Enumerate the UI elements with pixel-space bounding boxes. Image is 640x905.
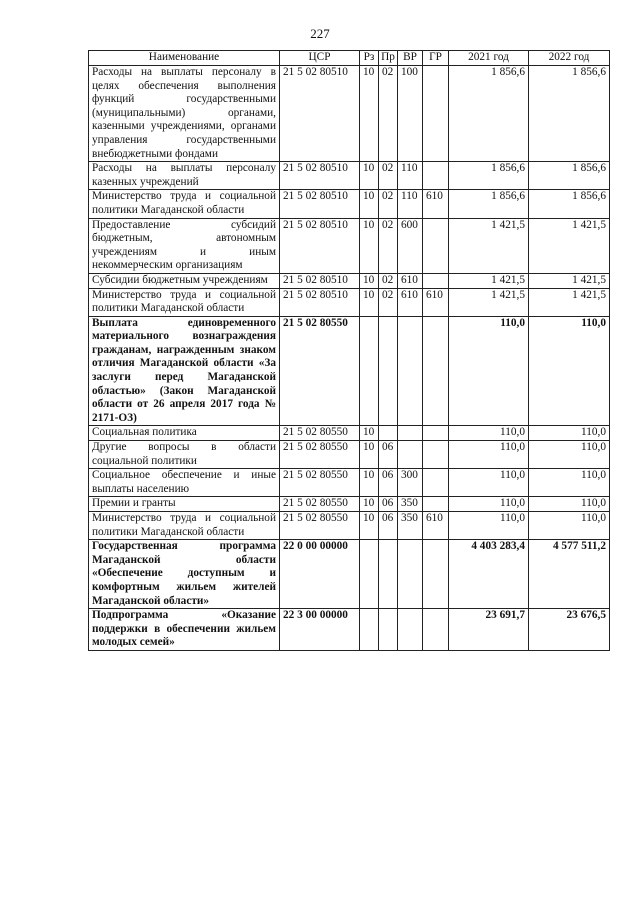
row-csr-cell: 21 5 02 80510 xyxy=(280,288,360,316)
table-row xyxy=(89,316,610,426)
row-2022-value: 23 676,5 xyxy=(529,609,610,651)
row-gr-cell xyxy=(423,218,449,273)
row-2021-value: 23 691,7 xyxy=(449,609,529,651)
row-vr-cell xyxy=(398,609,423,651)
row-rz-cell: 10 xyxy=(360,288,379,316)
row-pr-cell xyxy=(379,426,398,441)
row-2022-value: 110,0 xyxy=(529,512,610,540)
row-pr-cell xyxy=(379,540,398,609)
row-csr-cell: 22 3 00 00000 xyxy=(280,609,360,651)
row-rz-cell: 10 xyxy=(360,66,379,162)
row-2021-value: 110,0 xyxy=(449,497,529,512)
row-2021-value: 110,0 xyxy=(449,426,529,441)
row-vr-cell: 110 xyxy=(398,162,423,190)
table-row xyxy=(89,609,610,651)
row-pr-cell: 02 xyxy=(379,190,398,218)
row-vr-cell xyxy=(398,426,423,441)
row-gr-cell xyxy=(423,162,449,190)
row-2021-value: 110,0 xyxy=(449,441,529,469)
row-vr-cell: 610 xyxy=(398,288,423,316)
row-pr-cell: 06 xyxy=(379,469,398,497)
row-2022-value: 1 421,5 xyxy=(529,288,610,316)
row-name-cell: Выплата единовременного материального вознаграждения гражданам, награжденным знаком отличия Магаданской области «За заслуги перед Магаданской областью» (Закон Магаданской области от 26 апреля 2017 года № 2171-ОЗ) xyxy=(89,316,280,426)
row-2021-value: 1 421,5 xyxy=(449,273,529,288)
row-name-cell: Социальная политика xyxy=(89,426,280,441)
row-2022-value: 110,0 xyxy=(529,469,610,497)
row-pr-cell: 06 xyxy=(379,441,398,469)
row-name-cell: Расходы на выплаты персоналу в целях обеспечения выполнения функций государственными (муниципальными) органами, казенными учреждениями, органами управления государственными внебюджетными фондами xyxy=(89,66,280,162)
row-gr-cell xyxy=(423,66,449,162)
table-row xyxy=(89,497,610,512)
row-name-cell: Субсидии бюджетным учреждениям xyxy=(89,273,280,288)
row-pr-cell xyxy=(379,316,398,426)
row-pr-cell: 06 xyxy=(379,512,398,540)
row-rz-cell: 10 xyxy=(360,497,379,512)
table-row xyxy=(89,190,610,218)
row-rz-cell xyxy=(360,540,379,609)
row-gr-cell xyxy=(423,426,449,441)
row-csr-cell: 21 5 02 80550 xyxy=(280,316,360,426)
row-2021-value: 1 856,6 xyxy=(449,190,529,218)
header-pr: Пр xyxy=(379,51,398,66)
table-row xyxy=(89,288,610,316)
row-pr-cell: 06 xyxy=(379,497,398,512)
row-pr-cell: 02 xyxy=(379,273,398,288)
row-rz-cell: 10 xyxy=(360,218,379,273)
row-2021-value: 1 421,5 xyxy=(449,288,529,316)
row-2022-value: 110,0 xyxy=(529,316,610,426)
row-2021-value: 1 856,6 xyxy=(449,66,529,162)
row-rz-cell xyxy=(360,609,379,651)
row-vr-cell xyxy=(398,441,423,469)
table-row xyxy=(89,218,610,273)
row-2022-value: 110,0 xyxy=(529,441,610,469)
row-csr-cell: 21 5 02 80550 xyxy=(280,469,360,497)
row-csr-cell: 21 5 02 80550 xyxy=(280,441,360,469)
row-csr-cell: 22 0 00 00000 xyxy=(280,540,360,609)
row-gr-cell xyxy=(423,469,449,497)
row-2022-value: 4 577 511,2 xyxy=(529,540,610,609)
row-name-cell: Другие вопросы в области социальной политики xyxy=(89,441,280,469)
row-csr-cell: 21 5 02 80510 xyxy=(280,66,360,162)
row-2021-value: 110,0 xyxy=(449,469,529,497)
table-row xyxy=(89,441,610,469)
row-rz-cell: 10 xyxy=(360,426,379,441)
header-vr: ВР xyxy=(398,51,423,66)
row-pr-cell: 02 xyxy=(379,288,398,316)
row-csr-cell: 21 5 02 80550 xyxy=(280,497,360,512)
row-name-cell: Социальное обеспечение и иные выплаты населению xyxy=(89,469,280,497)
row-gr-cell xyxy=(423,497,449,512)
row-gr-cell xyxy=(423,609,449,651)
row-name-cell: Государственная программа Магаданской области «Обеспечение доступным и комфортным жильем жителей Магаданской области» xyxy=(89,540,280,609)
row-rz-cell: 10 xyxy=(360,469,379,497)
row-name-cell: Расходы на выплаты персоналу казенных учреждений xyxy=(89,162,280,190)
table-row xyxy=(89,512,610,540)
row-name-cell: Предоставление субсидий бюджетным, автономным учреждениям и иным некоммерческим организациям xyxy=(89,218,280,273)
row-name-cell: Подпрограмма «Оказание поддержки в обеспечении жильем молодых семей» xyxy=(89,609,280,651)
row-gr-cell xyxy=(423,316,449,426)
row-rz-cell: 10 xyxy=(360,190,379,218)
table-header-row xyxy=(89,51,610,66)
row-vr-cell: 300 xyxy=(398,469,423,497)
table-body xyxy=(89,66,610,651)
budget-table xyxy=(88,50,610,651)
row-name-cell: Министерство труда и социальной политики Магаданской области xyxy=(89,512,280,540)
row-2021-value: 110,0 xyxy=(449,512,529,540)
row-name-cell: Министерство труда и социальной политики Магаданской области xyxy=(89,190,280,218)
row-vr-cell: 350 xyxy=(398,512,423,540)
row-gr-cell: 610 xyxy=(423,190,449,218)
row-2022-value: 1 856,6 xyxy=(529,66,610,162)
row-gr-cell: 610 xyxy=(423,512,449,540)
row-2022-value: 1 856,6 xyxy=(529,190,610,218)
table-row xyxy=(89,273,610,288)
row-csr-cell: 21 5 02 80550 xyxy=(280,512,360,540)
row-csr-cell: 21 5 02 80510 xyxy=(280,190,360,218)
header-2021: 2021 год xyxy=(449,51,529,66)
row-2021-value: 4 403 283,4 xyxy=(449,540,529,609)
table-row xyxy=(89,426,610,441)
row-rz-cell: 10 xyxy=(360,162,379,190)
row-rz-cell: 10 xyxy=(360,273,379,288)
row-rz-cell: 10 xyxy=(360,512,379,540)
row-gr-cell: 610 xyxy=(423,288,449,316)
table-row xyxy=(89,66,610,162)
header-gr: ГР xyxy=(423,51,449,66)
row-rz-cell: 10 xyxy=(360,441,379,469)
row-2022-value: 1 421,5 xyxy=(529,273,610,288)
row-rz-cell xyxy=(360,316,379,426)
header-csr: ЦСР xyxy=(280,51,360,66)
header-rz: Рз xyxy=(360,51,379,66)
row-vr-cell: 110 xyxy=(398,190,423,218)
table-row xyxy=(89,162,610,190)
row-csr-cell: 21 5 02 80510 xyxy=(280,273,360,288)
row-csr-cell: 21 5 02 80510 xyxy=(280,162,360,190)
row-2021-value: 1 421,5 xyxy=(449,218,529,273)
row-vr-cell xyxy=(398,316,423,426)
table-row xyxy=(89,540,610,609)
row-csr-cell: 21 5 02 80550 xyxy=(280,426,360,441)
row-vr-cell: 100 xyxy=(398,66,423,162)
row-vr-cell xyxy=(398,540,423,609)
row-pr-cell: 02 xyxy=(379,162,398,190)
row-2022-value: 110,0 xyxy=(529,497,610,512)
row-name-cell: Министерство труда и социальной политики Магаданской области xyxy=(89,288,280,316)
row-pr-cell: 02 xyxy=(379,218,398,273)
row-2022-value: 1 856,6 xyxy=(529,162,610,190)
page-number: 227 xyxy=(310,26,330,41)
row-2021-value: 1 856,6 xyxy=(449,162,529,190)
row-pr-cell: 02 xyxy=(379,66,398,162)
row-csr-cell: 21 5 02 80510 xyxy=(280,218,360,273)
row-2022-value: 1 421,5 xyxy=(529,218,610,273)
row-vr-cell: 600 xyxy=(398,218,423,273)
row-gr-cell xyxy=(423,540,449,609)
row-name-cell: Премии и гранты xyxy=(89,497,280,512)
table-row xyxy=(89,469,610,497)
row-2021-value: 110,0 xyxy=(449,316,529,426)
row-gr-cell xyxy=(423,441,449,469)
header-name: Наименование xyxy=(89,51,280,66)
row-vr-cell: 610 xyxy=(398,273,423,288)
row-pr-cell xyxy=(379,609,398,651)
header-2022: 2022 год xyxy=(529,51,610,66)
row-gr-cell xyxy=(423,273,449,288)
row-vr-cell: 350 xyxy=(398,497,423,512)
row-2022-value: 110,0 xyxy=(529,426,610,441)
